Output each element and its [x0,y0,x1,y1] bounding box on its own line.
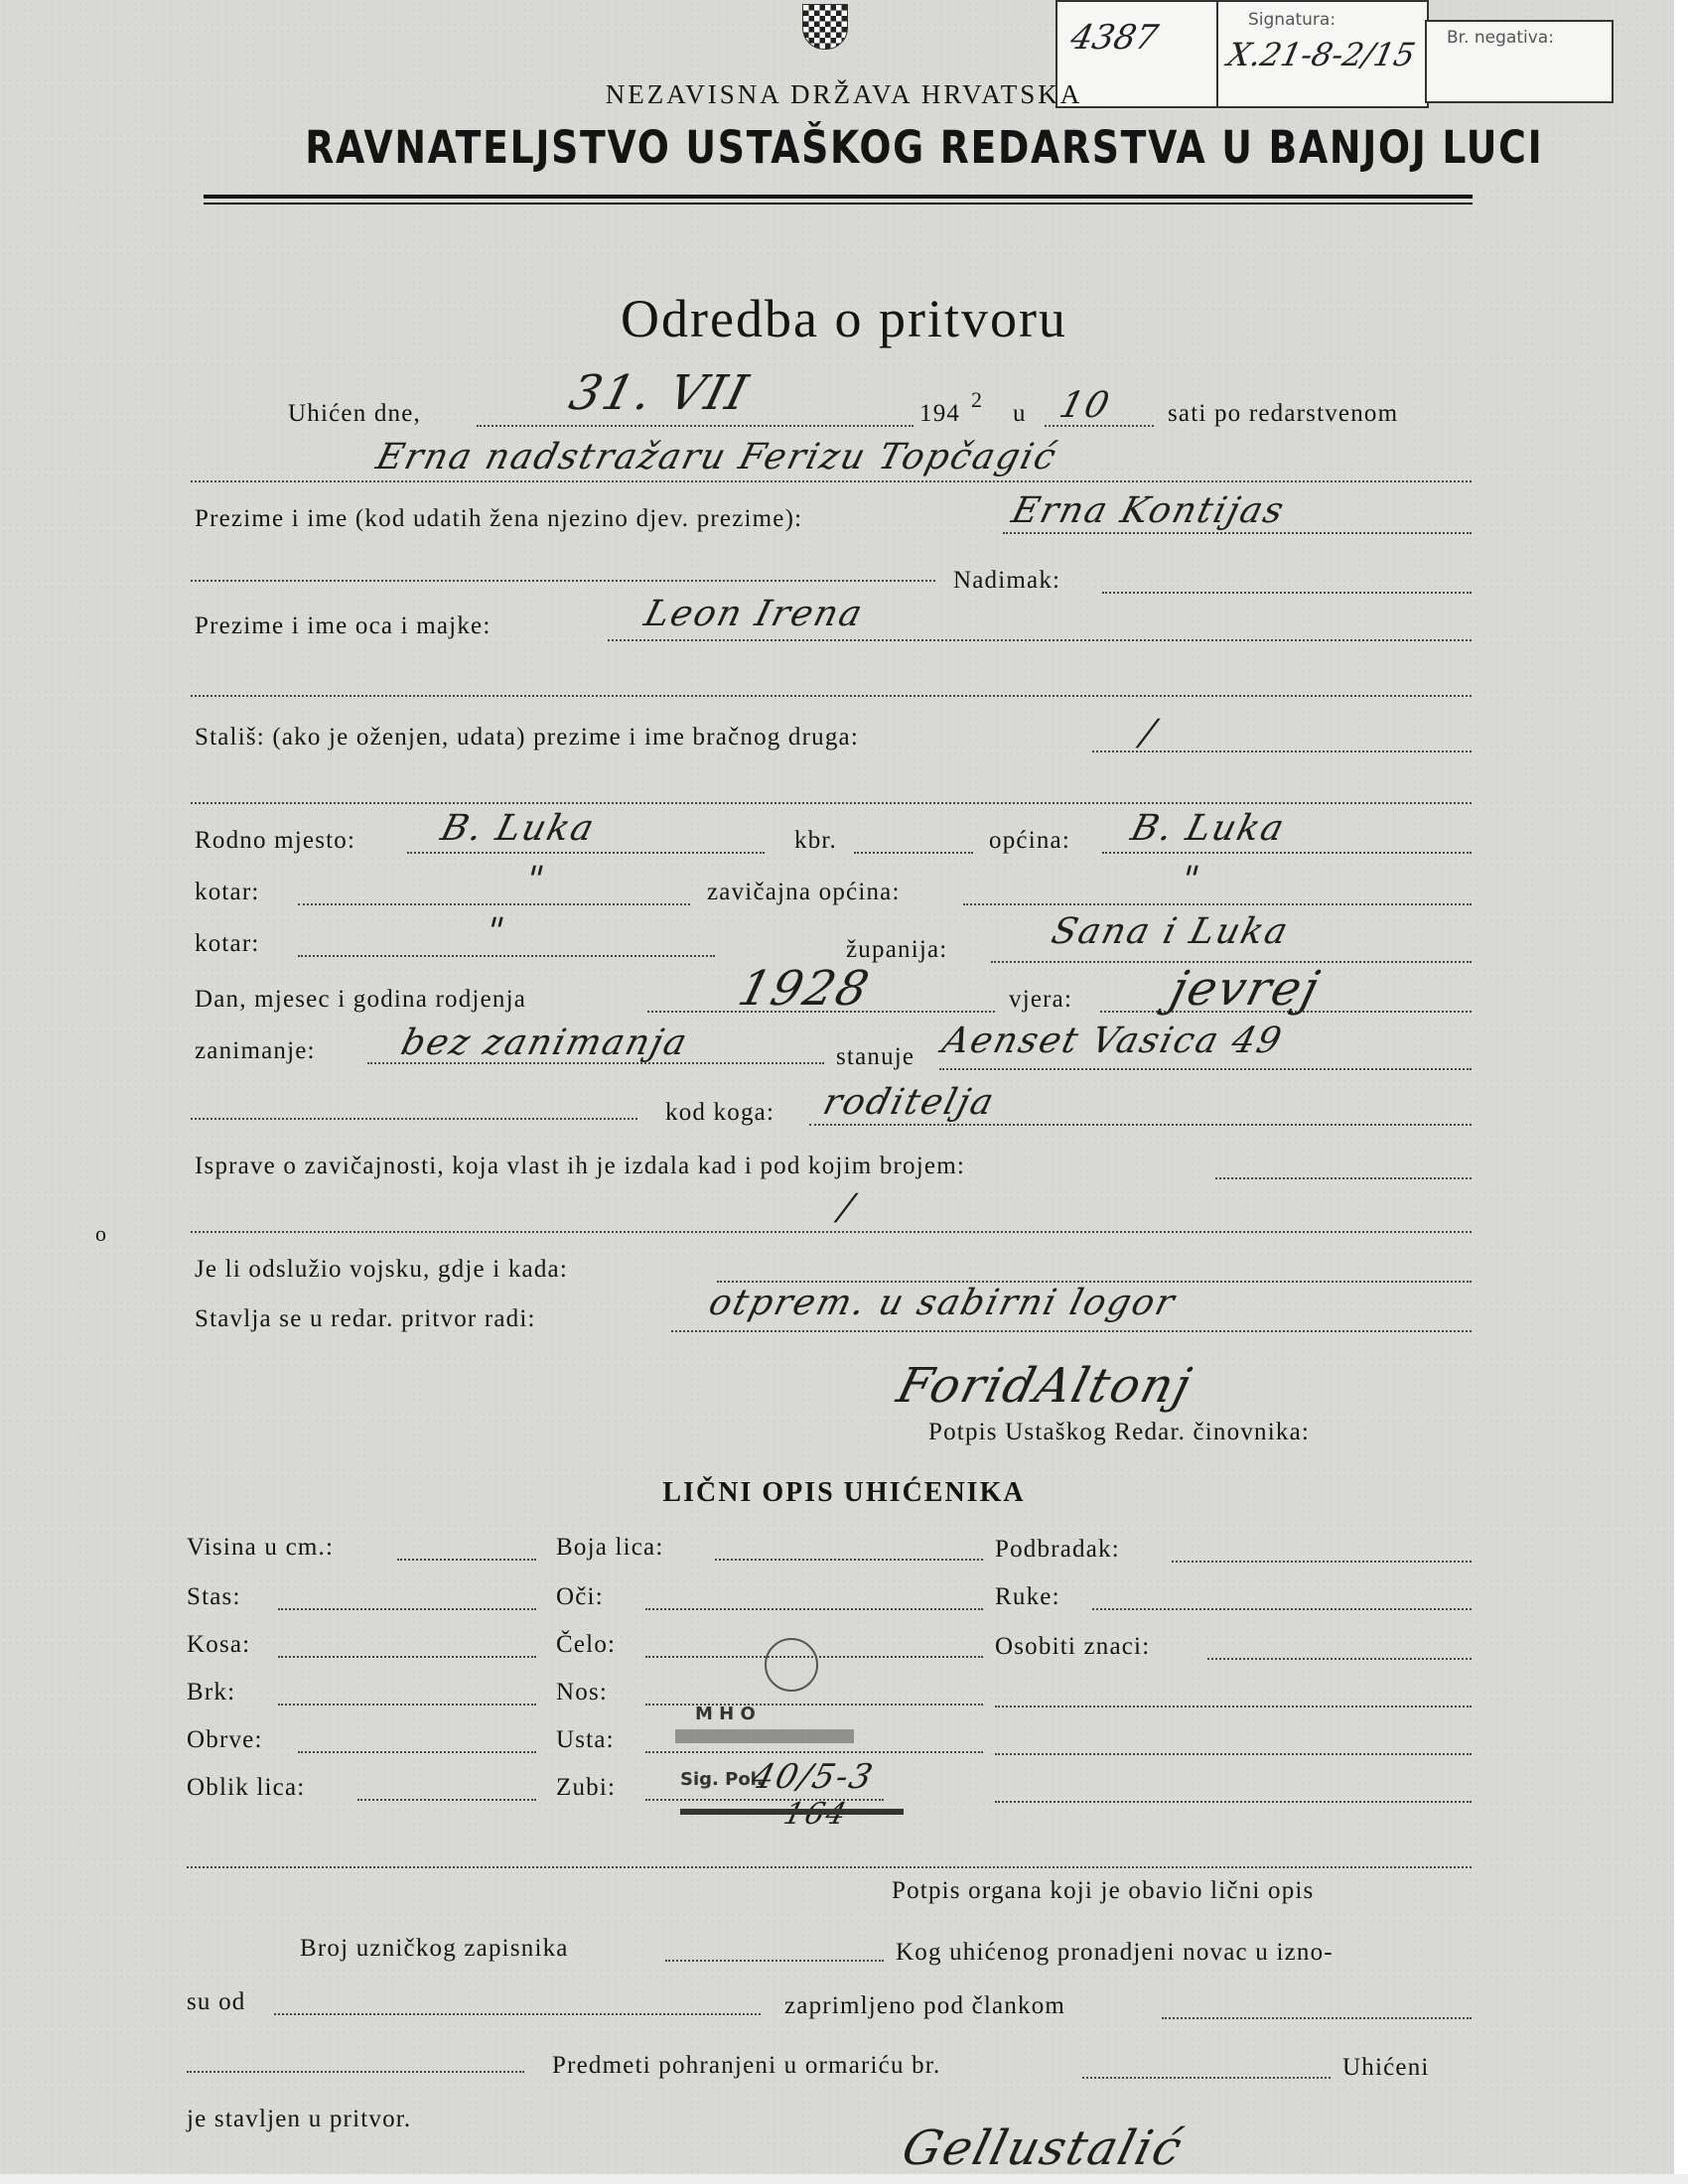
desc-col2-label: Nos: [556,1679,609,1706]
parents-value: Leon Irena [639,594,869,634]
dotline [278,1608,536,1610]
description-title: LIČNI OPIS UHIĆENIKA [662,1477,1026,1508]
vjera-value: jevrej [1165,961,1327,1017]
kotar2-label: kotar: [195,930,260,957]
name-label: Prezime i ime (kod udatih žena njezino djev. prezime): [195,505,803,532]
dotline [1172,1561,1472,1563]
dotline [715,1559,983,1561]
dotline [645,1751,983,1753]
dotline [645,1608,983,1610]
stanuje-label: stanuje [836,1043,915,1070]
birthplace-value: B. Luka [436,808,600,849]
uhicen-date: 31. VII [564,365,756,421]
dotline [1215,1177,1472,1179]
desc-col2-label: Oči: [556,1583,604,1610]
zanimanje-value: bez zanimanja [396,1023,693,1063]
desc-col1-label: Stas: [187,1583,241,1610]
uhicen-label: Uhićen dne, [288,400,421,427]
dotline [278,1704,536,1706]
dotline [1102,592,1472,594]
desc-col1-label: Oblik lica: [187,1774,306,1801]
dotline [187,1866,1472,1868]
zav-opcina-value: " [1176,860,1205,900]
desc-col3-label: Podbradak: [995,1536,1120,1563]
dob-label: Dan, mjesec i godina rodjenja [195,986,527,1013]
officer-signature: ForidAltonj [892,1358,1198,1414]
dotline [939,1068,1472,1070]
dotline [995,1706,1472,1707]
zupanija-label: županija: [846,936,948,963]
reg-number: 4387 [1066,18,1162,58]
desc-col2-label: Čelo: [556,1631,617,1658]
vojska-label: Je li odslužio vojsku, gdje i kada: [195,1256,568,1283]
dotline [1092,1608,1472,1610]
scan-edge-bottom [0,2174,1688,2184]
desc-col3-label: Ruke: [995,1583,1060,1610]
dotline [191,695,1472,697]
dotline [1162,2017,1472,2019]
sati-label: sati po redarstvenom [1168,400,1399,427]
nickname-label: Nadimak: [953,567,1061,594]
final-signature: Gellustalić [897,2120,1190,2176]
dotline [1003,532,1472,534]
officer-signature-label: Potpis Ustaškog Redar. činovnika: [928,1419,1311,1445]
spouse-label: Stališ: (ako je oženjen, udata) prezime i ime bračnog druga: [195,724,859,751]
stanuje-value: Aenset Vasica 49 [937,1021,1288,1061]
margin-mark: o [95,1221,108,1246]
header-rule [204,195,1473,199]
hour-value: 10 [1055,385,1115,426]
parents-label: Prezime i ime oca i majke: [195,613,492,639]
uhiceni-label: Uhićeni [1342,2054,1430,2081]
dotline [407,852,765,854]
dotline [278,1656,536,1658]
desc-col1-label: Visina u cm.: [187,1534,335,1561]
isprave-label: Isprave o zavičajnosti, koja vlast ih je izdala kad i pod kojim brojem: [195,1153,965,1179]
stamp-line2: Sig. Pol. [680,1769,764,1790]
round-seal-icon [765,1638,818,1692]
dotline [1082,2077,1331,2079]
dotline [963,903,1472,905]
dotline [854,852,973,854]
dob-value: 1928 [733,961,877,1017]
birthplace-label: Rodno mjesto: [195,827,356,854]
kod-koga-value: roditelja [818,1082,1000,1123]
kotar1-label: kotar: [195,879,260,905]
signature-value: X.21-8-2/15 [1223,36,1419,73]
kod-koga-label: kod koga: [665,1099,775,1126]
name-value: Erna Kontijas [1007,490,1290,531]
stamp-line1: M H O [695,1704,756,1724]
desc-col2-label: Usta: [556,1726,615,1753]
officer-line-value: Erna nadstražaru Ferizu Topčagić [371,437,1062,478]
u-label: u [1013,400,1027,427]
dotline [298,955,715,957]
stamp-bar [675,1729,854,1743]
dotline [995,1753,1472,1755]
dotline [477,425,914,427]
spouse-value: / [1136,713,1162,753]
stamp-underline [680,1809,904,1815]
office-name: RAVNATELJSTVO USTAŠKOG REDARSTVA U BANJOJ LUCI [305,121,1544,174]
dotline [397,1559,536,1561]
kotar2-value: " [481,911,510,952]
stavlja-value: otprem. u sabirni logor [704,1283,1181,1323]
opcina-label: općina: [989,827,1070,854]
dotline [187,2071,524,2073]
kbr-label: kbr. [794,827,837,854]
dotline [995,1801,1472,1803]
header-rule-thin [204,203,1473,205]
desc-col3-label: Osobiti znaci: [995,1633,1151,1660]
zav-opcina-label: zavičajna općina: [707,879,901,905]
desc-col1-label: Brk: [187,1679,236,1706]
page-title: Odredba o pritvoru [621,289,1067,348]
coat-of-arms-icon [802,4,848,50]
dotline [671,1330,1472,1332]
desc-col2-label: Boja lica: [556,1534,664,1561]
dotline [608,639,1472,641]
clanak-label: zaprimljeno pod člankom [784,1992,1066,2019]
dotline [191,1118,637,1120]
dotline [298,903,690,905]
zanimanje-label: zanimanje: [195,1037,316,1064]
opcina-value: B. Luka [1126,808,1290,849]
stamp-number: 40/5-3 [748,1757,879,1797]
isprave-value: / [834,1187,860,1228]
desc-col1-label: Kosa: [187,1631,251,1658]
dotline [1207,1658,1472,1660]
dotline [274,2013,761,2015]
negative-caption: Br. negativa: [1447,28,1554,48]
dotline [1102,852,1472,854]
dotline [357,1799,536,1801]
year-prefix: 194 [919,400,961,427]
dotline [665,1960,884,1962]
state-name: NEZAVISNA DRŽAVA HRVATSKA [605,79,1083,109]
novac-label: Kog uhićenog pronadjeni novac u izno- [896,1939,1334,1966]
dotline [191,802,1472,804]
dotline [298,1751,536,1753]
stavlja-label: Stavlja se u redar. pritvor radi: [195,1305,536,1332]
predmeti-label: Predmeti pohranjeni u ormariću br. [552,2052,941,2079]
kotar1-value: " [520,860,550,900]
dotline [191,580,935,582]
dotline [191,1231,1472,1233]
zupanija-value: Sana i Luka [1047,911,1294,952]
dotline [809,1124,1472,1126]
year-suffix: 2 [971,387,984,412]
pritvor-label: je stavljen u pritvor. [187,2106,412,2132]
desc-col1-label: Obrve: [187,1726,263,1753]
zapisnik-label: Broj uzničkog zapisnika [300,1935,569,1962]
dotline [191,480,1472,482]
vjera-label: vjera: [1009,986,1073,1013]
organ-signature-label: Potpis organa koji je obavio lični opis [892,1877,1315,1904]
desc-col2-label: Zubi: [556,1774,617,1801]
signature-caption: Signatura: [1248,10,1336,30]
su-od-label: su od [187,1988,246,2015]
